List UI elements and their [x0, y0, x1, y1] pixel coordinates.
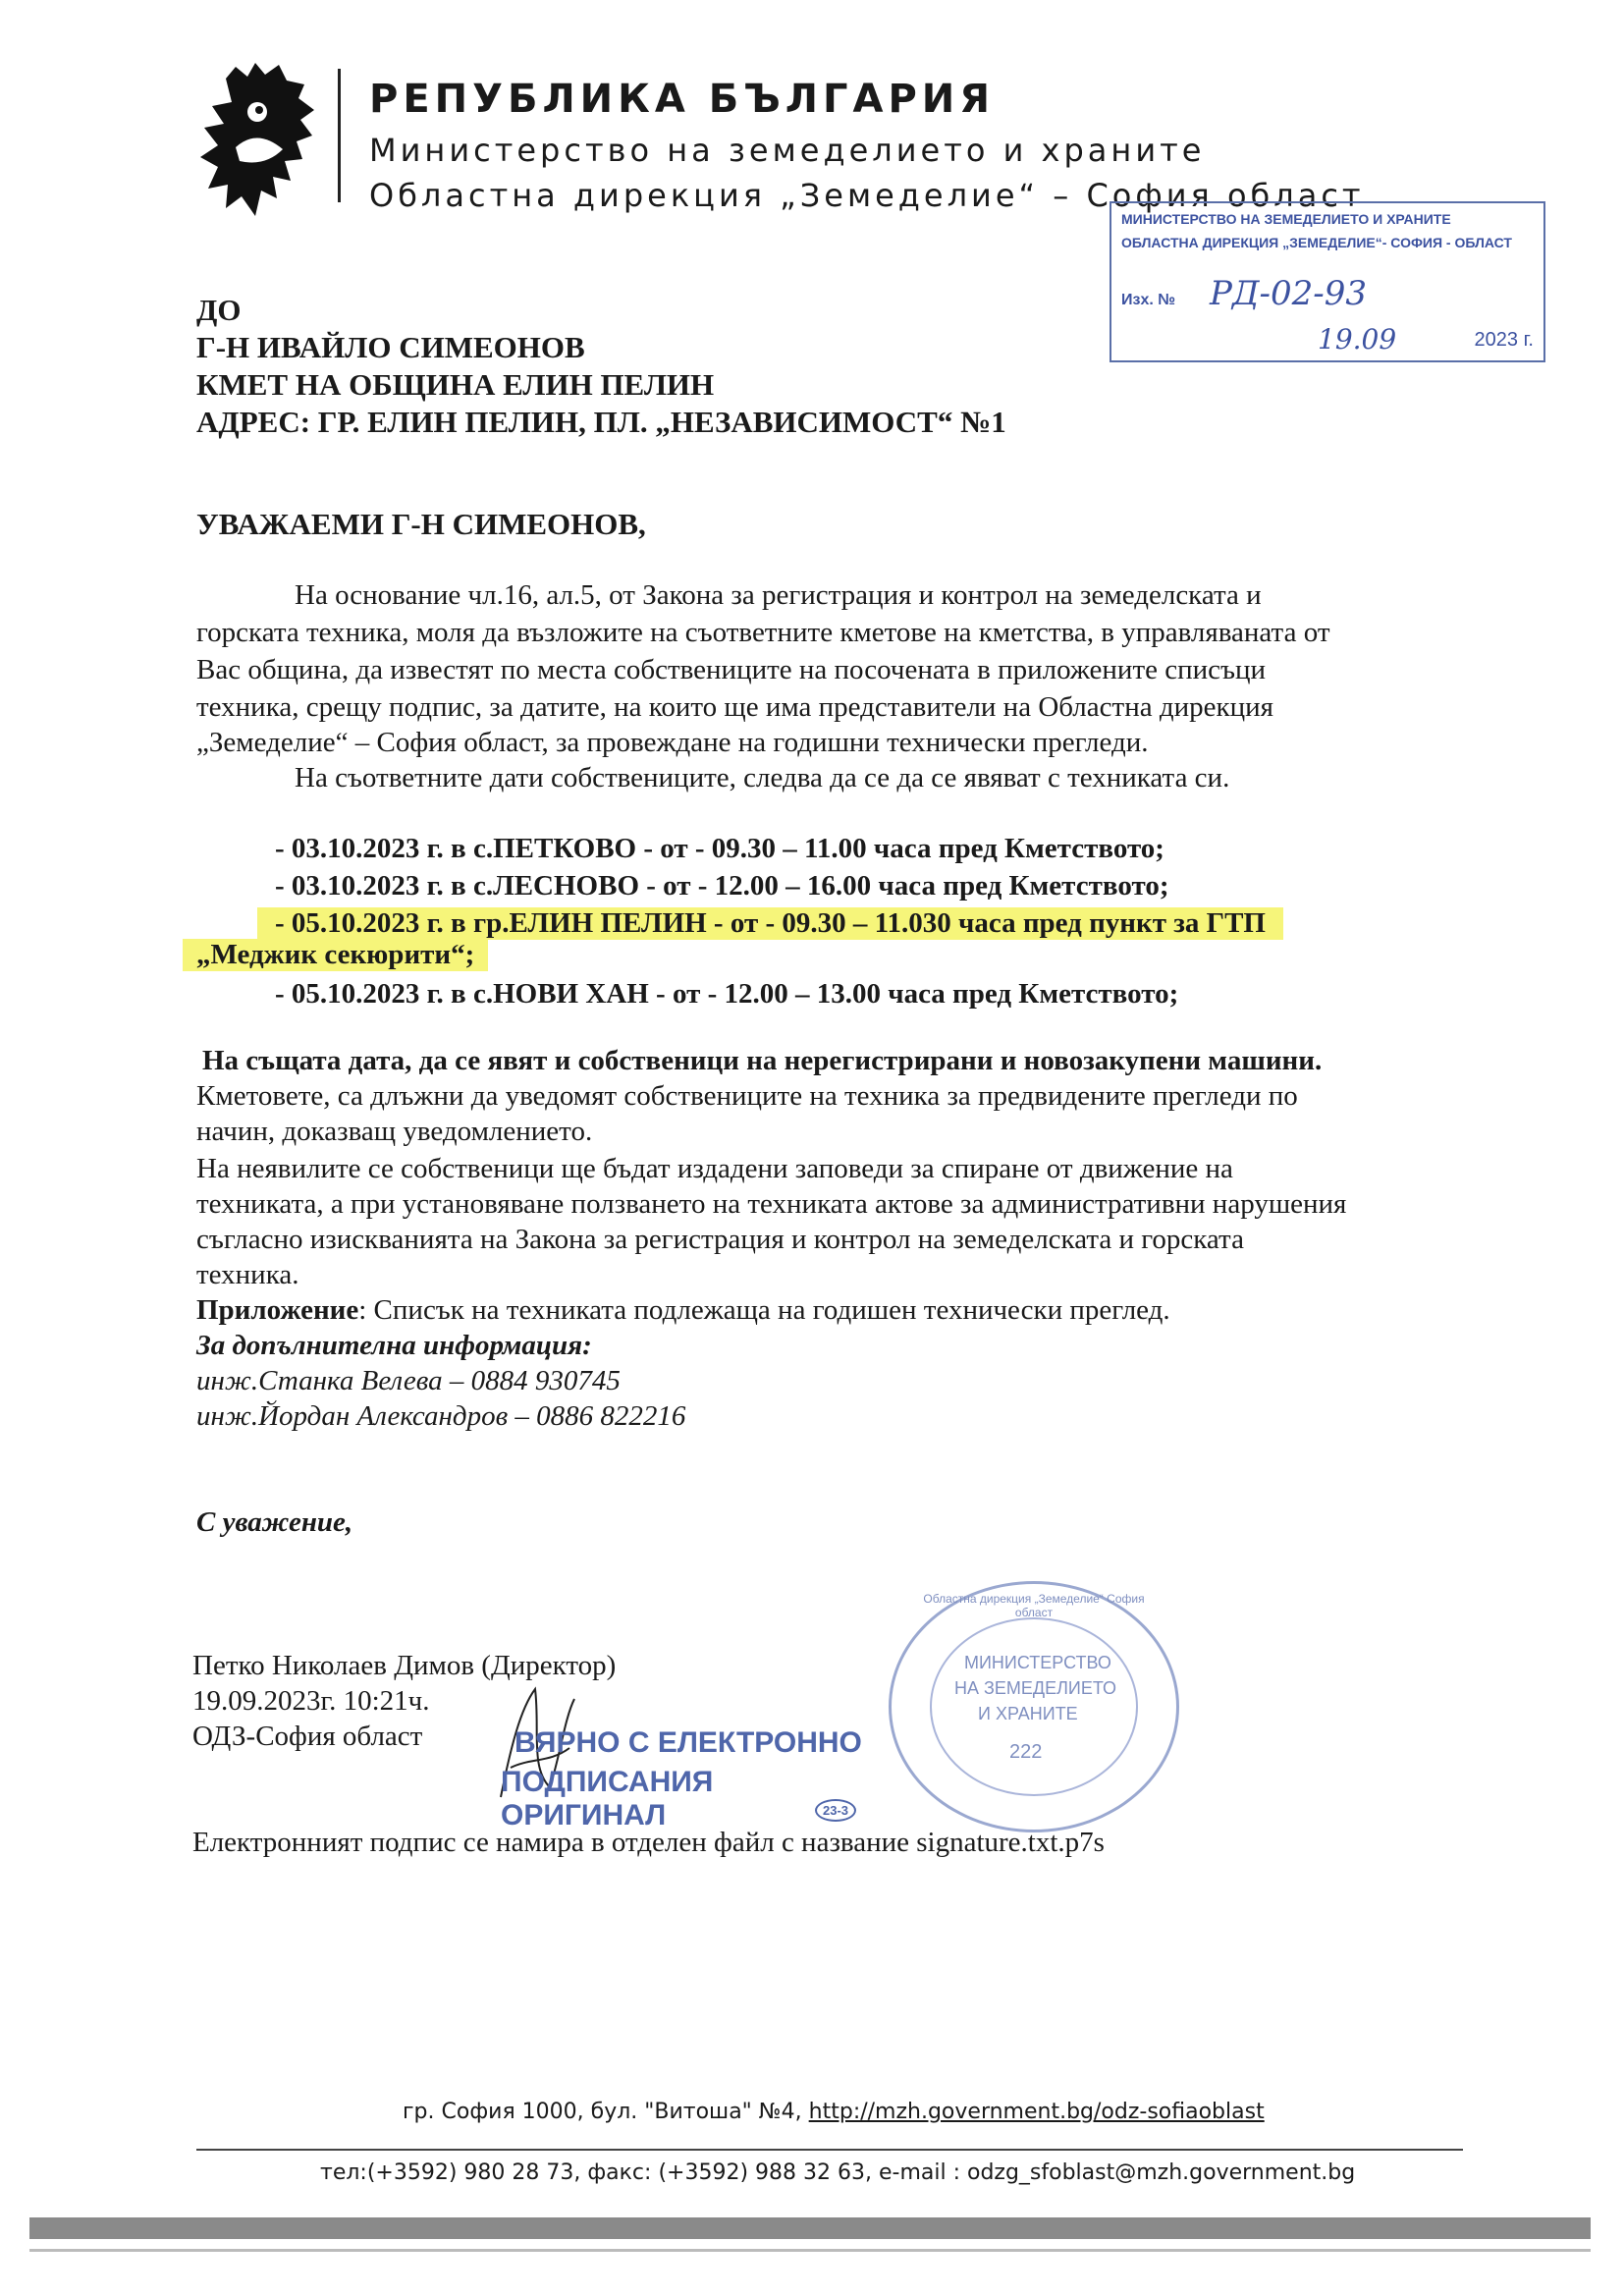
- schedule-item-highlighted: - 05.10.2023 г. в гр.ЕЛИН ПЕЛИН - от - 09.30 – 11.030 часа пред пункт за ГТП: [257, 907, 1283, 940]
- letterhead-republic: РЕПУБЛИКА БЪЛГАРИЯ: [369, 77, 996, 122]
- certified-stamp-code: 23-3: [815, 1799, 856, 1822]
- letterhead-ministry: Министерство на земеделието и храните: [369, 132, 1206, 169]
- reg-number-label: Изх. №: [1121, 292, 1176, 308]
- schedule-item: - 03.10.2023 г. в с.ПЕТКОВО - от - 09.30 – 11.00 часа пред Кметството;: [275, 833, 1164, 864]
- certified-stamp-line2: ПОДПИСАНИЯ ОРИГИНАЛ: [501, 1766, 714, 1831]
- seal-line3: И ХРАНИТЕ: [978, 1704, 1078, 1723]
- signature-datetime: 19.09.2023г. 10:21ч.: [192, 1685, 430, 1717]
- attachment-text: : Списък на техниката подлежаща на годишен технически преглед.: [358, 1294, 1170, 1326]
- reg-stamp-line2: ОБЛАСТНА ДИРЕКЦИЯ „ЗЕМЕДЕЛИЕ“- СОФИЯ - ОБЛАСТ: [1121, 235, 1512, 250]
- addressee-address: АДРЕС: ГР. ЕЛИН ПЕЛИН, ПЛ. „НЕЗАВИСИМОСТ“ №1: [196, 405, 1006, 439]
- attachment-label: Приложение: [196, 1294, 359, 1326]
- body-p4-line: съгласно изискванията на Закона за регистрация и контрол на земеделската и горската: [196, 1224, 1244, 1255]
- attachment-line: [196, 1294, 1170, 1327]
- schedule-item: - 05.10.2023 г. в с.НОВИ ХАН - от - 12.00 – 13.00 часа пред Кметството;: [275, 978, 1179, 1010]
- body-p1-line: техника, срещу подпис, за датите, на които ще има представители на Областна дирекция: [196, 691, 1273, 723]
- footer-url-link[interactable]: http://mzh.government.bg/odz-sofiaoblast: [808, 2100, 1265, 2124]
- seal-line2: НА ЗЕМЕДЕЛИЕТО: [954, 1678, 1117, 1698]
- certified-stamp-line1: ВЯРНО С ЕЛЕКТРОННО: [514, 1726, 862, 1759]
- seal-line1: МИНИСТЕРСТВО: [964, 1653, 1111, 1672]
- reg-year: 2023 г.: [1474, 329, 1534, 351]
- footer-address-text: гр. София 1000, бул. "Витоша" №4,: [403, 2100, 809, 2124]
- body-p3-line: Кметовете, са длъжни да уведомят собствениците на техника за предвидените прегледи по: [196, 1080, 1298, 1112]
- official-round-seal: [889, 1581, 1179, 1832]
- scan-edge-bar: [29, 2217, 1591, 2239]
- closing: С уважение,: [196, 1506, 353, 1538]
- lion-emblem-icon: [196, 59, 326, 224]
- info-label: За допълнителна информация:: [196, 1330, 592, 1361]
- scan-edge-line: [29, 2249, 1591, 2252]
- body-p4-line: техниката, а при установяване ползването на техниката актове за административни нарушения: [196, 1188, 1347, 1220]
- reg-number: РД-02-93: [1210, 274, 1368, 313]
- footer-divider: [196, 2149, 1463, 2151]
- body-bold-note: На същата дата, да се явят и собственици на нерегистрирани и новозакупени машини.: [202, 1045, 1323, 1076]
- body-p3-line: начин, доказващ уведомлението.: [196, 1116, 593, 1147]
- reg-date: 19.09: [1318, 323, 1397, 355]
- signature-note: Електронният подпис се намира в отделен файл с название signature.txt.p7s: [192, 1827, 1105, 1858]
- contact-line: инж.Йордан Александров – 0886 822216: [196, 1400, 686, 1432]
- reg-stamp-line1: МИНИСТЕРСТВО НА ЗЕМЕДЕЛИЕТО И ХРАНИТЕ: [1121, 211, 1451, 227]
- contact-line: инж.Станка Велева – 0884 930745: [196, 1365, 621, 1396]
- body-p1-line: Вас община, да известят по места собствениците на посочената в приложените списъци: [196, 654, 1267, 685]
- certified-copy-stamp: [481, 1699, 864, 1831]
- addressee-name: Г-Н ИВАЙЛО СИМЕОНОВ: [196, 330, 585, 364]
- letterhead-directorate: Областна дирекция „Земеделие“ – София област: [369, 177, 1365, 214]
- registration-stamp: [1110, 201, 1545, 362]
- seal-ring-text: Областна дирекция „Земеделие“ София област: [923, 1592, 1145, 1619]
- body-p4-line: На неявилите се собственици ще бъдат издадени заповеди за спиране от движение на: [196, 1153, 1233, 1184]
- greeting: УВАЖАЕМИ Г-Н СИМЕОНОВ,: [196, 507, 646, 541]
- addressee-to: ДО: [196, 293, 242, 327]
- footer-contacts: тел:(+3592) 980 28 73, факс: (+3592) 988 32 63, e-mail : odzg_sfoblast@mzh.government.bg: [320, 2160, 1356, 2185]
- body-p1-line: На основание чл.16, ал.5, от Закона за регистрация и контрол на земеделската и: [295, 579, 1262, 611]
- body-p1-line: „Земеделие“ – София област, за провеждане на годишни технически прегледи.: [196, 727, 1149, 758]
- letterhead-divider: [338, 69, 341, 202]
- schedule-item-highlighted-cont: „Меджик секюрити“;: [183, 939, 488, 971]
- body-p1-line: горската техника, моля да възложите на съответните кметове на кметства, в управляваната от: [196, 617, 1330, 648]
- addressee-position: КМЕТ НА ОБЩИНА ЕЛИН ПЕЛИН: [196, 367, 715, 402]
- body-p2: На съответните дати собствениците, следва да се да се явяват с техниката си.: [295, 762, 1230, 793]
- signatory-name: Петко Николаев Димов (Директор): [192, 1650, 617, 1681]
- signature-org: ОДЗ-София област: [192, 1721, 423, 1752]
- seal-number: 222: [1009, 1741, 1043, 1763]
- body-p4-line: техника.: [196, 1259, 299, 1290]
- footer-address: [403, 2100, 1265, 2124]
- schedule-item: - 03.10.2023 г. в с.ЛЕСНОВО - от - 12.00 – 16.00 часа пред Кметството;: [275, 870, 1169, 902]
